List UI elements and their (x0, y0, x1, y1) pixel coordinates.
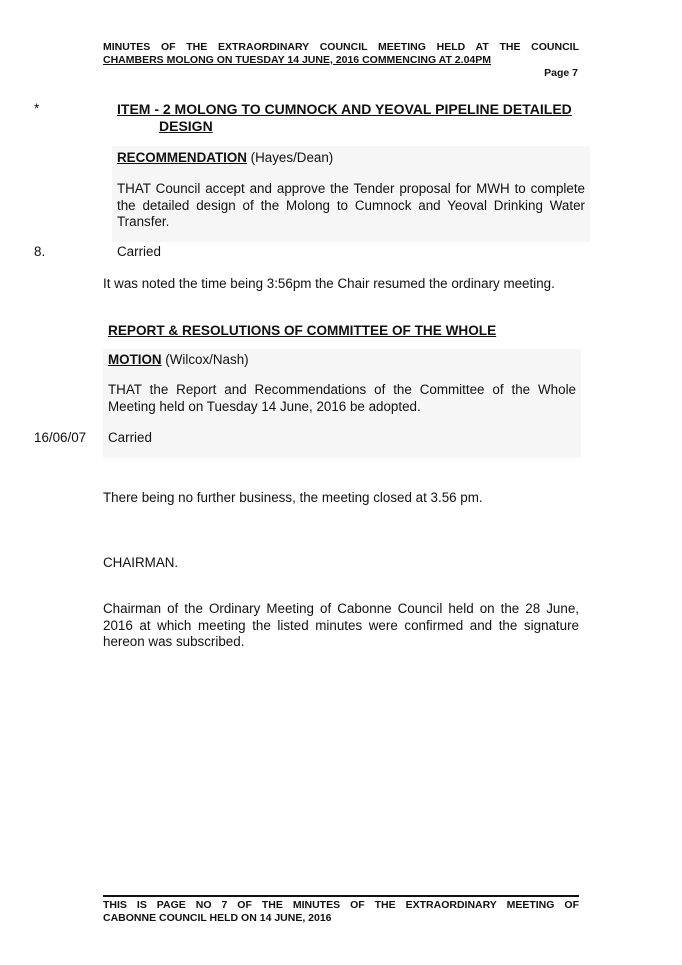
confirmation-text: Chairman of the Ordinary Meeting of Cabonne Council held on the 28 June, 2016 at which meeting the listed minutes were confirmed and the signature hereon was subscribed. (103, 601, 579, 649)
committee-resolution-number: 16/06/07 (34, 430, 87, 445)
header-line-2: CHAMBERS MOLONG ON TUESDAY 14 JUNE, 2016 COMMENCING AT 2.04PM (103, 54, 491, 66)
closing-statement: There being no further business, the meeting closed at 3.56 pm. (103, 490, 483, 505)
recommendation-text: THAT Council accept and approve the Tender proposal for MWH to complete the detailed design of the Molong to Cumnock and Yeoval Drinking Water Transfer. (117, 181, 585, 229)
recommendation-movers: (Hayes/Dean) (246, 150, 334, 165)
item-marker: * (34, 101, 40, 116)
page-number: Page 7 (544, 67, 578, 79)
item-title-line-1: ITEM - 2 MOLONG TO CUMNOCK AND YEOVAL PIPELINE DETAILED (117, 101, 572, 117)
motion-heading (108, 352, 249, 369)
committee-result: Carried (108, 430, 152, 445)
item-title-line-2: DESIGN (159, 118, 213, 134)
recommendation-label: RECOMMENDATION (117, 150, 247, 165)
footer-rule (103, 895, 579, 897)
motion-label: MOTION (108, 352, 162, 367)
header-line-1: MINUTES OF THE EXTRAORDINARY COUNCIL MEETING HELD AT THE COUNCIL (103, 41, 579, 53)
resolution-number: 8. (34, 244, 46, 259)
footer-line-1: THIS IS PAGE NO 7 OF THE MINUTES OF THE EXTRAORDINARY MEETING OF (103, 899, 579, 911)
item-title (117, 101, 583, 135)
footer-line-2: CABONNE COUNCIL HELD ON 14 JUNE, 2016 (103, 912, 332, 924)
committee-heading: REPORT & RESOLUTIONS OF COMMITTEE OF THE WHOLE (108, 323, 497, 338)
chair-note: It was noted the time being 3:56pm the Chair resumed the ordinary meeting. (103, 276, 555, 291)
item-result: Carried (117, 244, 161, 259)
recommendation-heading (117, 150, 333, 167)
chairman-signature: CHAIRMAN. (103, 555, 179, 570)
motion-text: THAT the Report and Recommendations of the Committee of the Whole Meeting held on Tuesday 14 June, 2016 be adopted. (108, 382, 576, 414)
motion-movers: (Wilcox/Nash) (161, 352, 249, 367)
